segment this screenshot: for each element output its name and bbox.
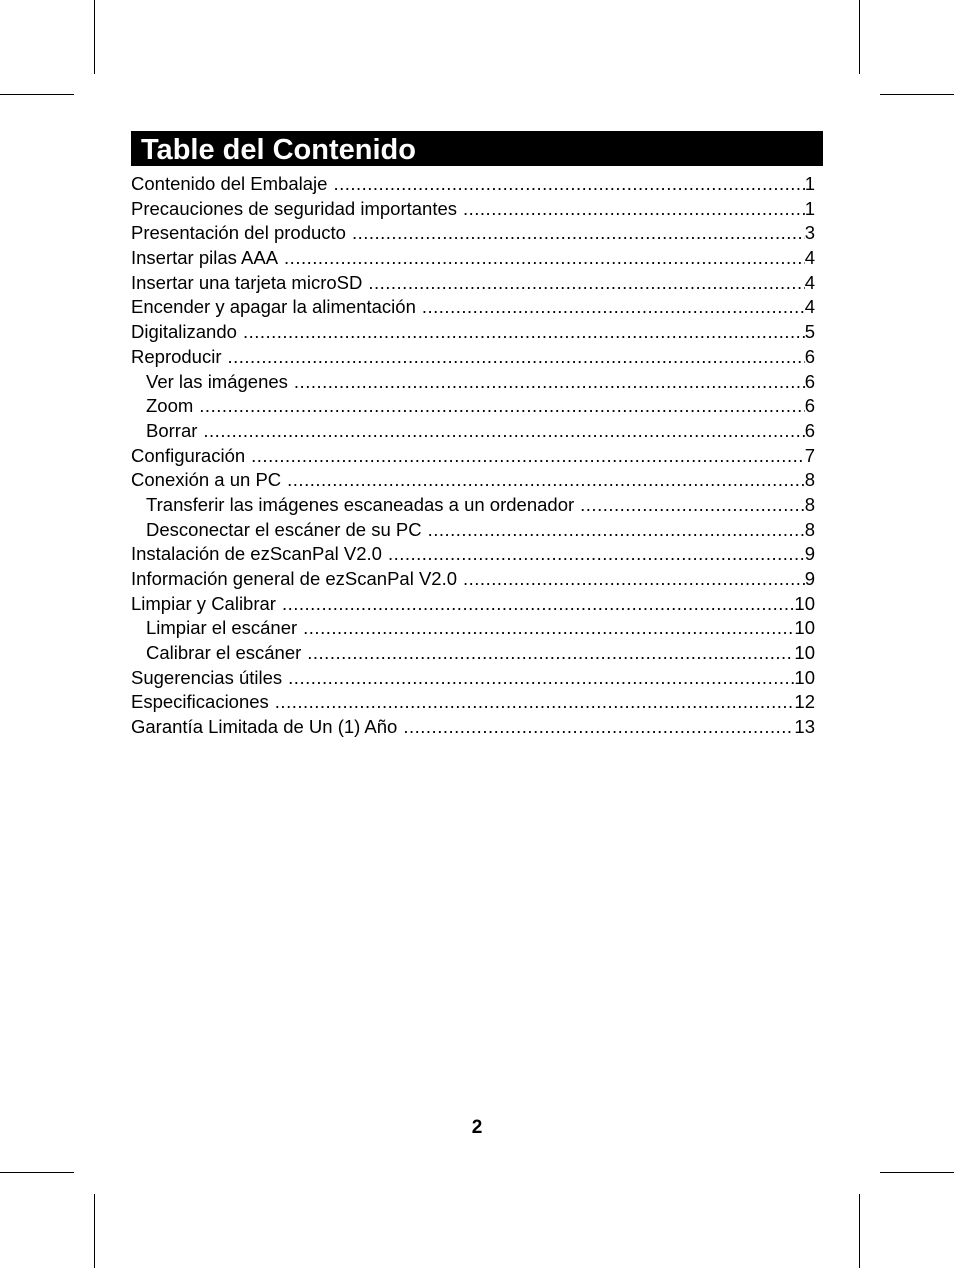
toc-dot-leader (327, 172, 804, 197)
toc-entry (131, 592, 815, 617)
toc-entry-page: 1 (804, 173, 815, 194)
toc-entry (131, 246, 815, 271)
toc-entry (131, 690, 815, 715)
toc-entry-page: 8 (804, 518, 815, 540)
crop-mark-top-left-horizontal (0, 94, 74, 95)
toc-dot-leader (281, 468, 805, 493)
toc-dot-leader (416, 295, 805, 320)
toc-entry-label: Zoom (146, 395, 194, 417)
toc-entry-page: 10 (794, 617, 815, 639)
toc-dot-leader (382, 542, 805, 567)
toc-dot-leader (457, 567, 805, 592)
toc-entry (131, 295, 815, 320)
toc-entry (131, 666, 815, 691)
toc-dot-leader (269, 690, 795, 715)
toc-dot-leader (222, 345, 805, 370)
toc-entry (131, 715, 815, 740)
toc-entry-label: Limpiar y Calibrar (131, 592, 276, 614)
crop-mark-bottom-right-horizontal (880, 1172, 954, 1173)
toc-entry (131, 444, 815, 469)
toc-entry (131, 419, 815, 444)
toc-entry-page: 4 (804, 296, 815, 318)
table-of-contents (131, 172, 815, 740)
toc-entry-label: Insertar una tarjeta microSD (131, 271, 363, 293)
toc-dot-leader (362, 271, 804, 296)
toc-entry-page: 6 (804, 395, 815, 417)
toc-entry-label: Presentación del producto (131, 222, 346, 244)
toc-entry (131, 394, 815, 419)
toc-entry-page: 9 (804, 568, 815, 589)
toc-entry-label: Conexión a un PC (131, 469, 282, 491)
toc-entry (131, 616, 815, 641)
toc-entry (131, 345, 815, 370)
toc-entry-label: Insertar pilas AAA (131, 247, 279, 269)
crop-mark-top-left-vertical (94, 0, 95, 74)
toc-dot-leader (574, 493, 805, 518)
toc-entry-label: Borrar (146, 419, 198, 441)
toc-entry-page: 10 (794, 592, 815, 614)
toc-entry-label: Limpiar el escáner (146, 617, 298, 639)
toc-entry-page: 12 (794, 691, 815, 713)
toc-dot-leader (397, 715, 794, 740)
toc-dot-leader (297, 616, 794, 641)
toc-entry (131, 370, 815, 395)
page-number: 2 (471, 1117, 483, 1138)
toc-entry-label: Transferir las imágenes escaneadas a un ordenador (146, 493, 575, 515)
toc-entry-page: 6 (804, 419, 815, 441)
toc-entry-page: 10 (794, 666, 815, 688)
toc-entry (131, 493, 815, 518)
crop-mark-bottom-left-vertical (94, 1194, 95, 1268)
toc-entry (131, 641, 815, 666)
toc-entry-label: Información general de ezScanPal V2.0 (131, 568, 458, 589)
toc-dot-leader (197, 419, 804, 444)
toc-dot-leader (245, 444, 805, 469)
toc-entry-label: Desconectar el escáner de su PC (146, 518, 422, 540)
toc-dot-leader (457, 197, 805, 222)
toc-dot-leader (276, 592, 794, 617)
toc-entry (131, 567, 815, 592)
crop-mark-top-right-horizontal (880, 94, 954, 95)
toc-dot-leader (288, 370, 805, 395)
toc-entry-label: Especificaciones (131, 691, 269, 713)
crop-mark-bottom-left-horizontal (0, 1172, 74, 1173)
toc-entry-label: Garantía Limitada de Un (1) Año (131, 716, 398, 738)
toc-entry (131, 468, 815, 493)
toc-entry-label: Configuración (131, 444, 246, 466)
toc-entry-label: Contenido del Embalaje (131, 173, 328, 194)
crop-mark-bottom-right-vertical (859, 1194, 860, 1268)
toc-entry-page: 10 (794, 642, 815, 664)
toc-dot-leader (237, 320, 805, 345)
toc-entry-label: Sugerencias útiles (131, 666, 283, 688)
toc-entry-label: Encender y apagar la alimentación (131, 296, 416, 318)
toc-entry-page: 1 (804, 197, 815, 219)
toc-entry-page: 9 (804, 543, 815, 565)
toc-entry-label: Reproducir (131, 345, 222, 367)
toc-entry-page: 13 (794, 716, 815, 738)
page-title: Table del Contenido (131, 131, 823, 166)
toc-entry-label: Precauciones de seguridad importantes (131, 197, 457, 219)
toc-entry-page: 8 (804, 493, 815, 515)
toc-entry-label: Instalación de ezScanPal V2.0 (131, 543, 382, 565)
toc-entry (131, 271, 815, 296)
toc-entry-page: 4 (804, 271, 815, 293)
toc-entry (131, 172, 815, 197)
toc-entry (131, 320, 815, 345)
toc-entry-page: 5 (804, 321, 815, 343)
toc-dot-leader (193, 394, 804, 419)
toc-dot-leader (422, 518, 805, 543)
toc-entry (131, 542, 815, 567)
toc-entry-page: 6 (804, 345, 815, 367)
toc-dot-leader (282, 666, 794, 691)
crop-mark-top-right-vertical (859, 0, 860, 74)
toc-entry-page: 7 (804, 444, 815, 466)
toc-entry-page: 4 (804, 247, 815, 269)
toc-entry-label: Calibrar el escáner (146, 642, 302, 664)
toc-entry-page: 8 (804, 469, 815, 491)
toc-entry (131, 518, 815, 543)
toc-entry (131, 221, 815, 246)
toc-entry-page: 6 (804, 370, 815, 392)
toc-entry-page: 3 (804, 222, 815, 244)
toc-entry (131, 197, 815, 222)
toc-entry-label: Ver las imágenes (146, 370, 288, 392)
toc-entry-label: Digitalizando (131, 321, 237, 343)
toc-dot-leader (278, 246, 805, 271)
toc-dot-leader (301, 641, 794, 666)
toc-dot-leader (346, 221, 805, 246)
